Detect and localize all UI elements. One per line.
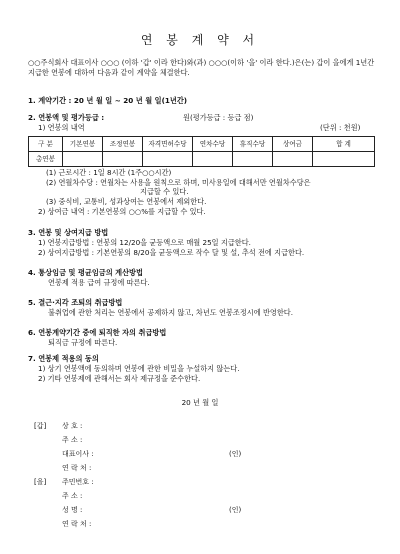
table-header: 자격면허수당 <box>143 137 193 152</box>
table-cell <box>273 152 313 167</box>
salary-table <box>28 136 375 167</box>
section-3-line: 1) 연봉지급방법 : 연봉의 12/20을 균등액으로 매월 25일 지급한다. <box>38 238 251 247</box>
section-3-heading: 3. 연봉 및 상여지급 방법 <box>28 228 109 237</box>
table-header: 상여금 <box>273 137 313 152</box>
table-header: 연차수당 <box>193 137 233 152</box>
unit-label: (단위 : 천원) <box>320 123 361 132</box>
table-header: 합 계 <box>313 137 375 152</box>
table-cell <box>103 152 143 167</box>
party-a-seal: (인) <box>229 450 242 458</box>
note-line: 2) 상여금 내역 : 기본연봉의 ○○%를 지급할 수 있다. <box>38 207 206 216</box>
page-title: 연 봉 계 약 서 <box>140 33 260 47</box>
party-a-field: 상 호 : <box>62 422 83 430</box>
section-7-line: 1) 상기 연봉액에 동의하며 연봉에 관한 비밀을 누설하지 않는다. <box>38 364 240 373</box>
party-a-field: 주 소 : <box>62 436 83 444</box>
section-6-line: 퇴직금 규정에 따른다. <box>48 338 118 347</box>
section-4-heading: 4. 통상임금 및 평균임금의 계산방법 <box>28 268 143 277</box>
table-header: 기본연봉 <box>63 137 103 152</box>
note-line: (1) 근로시간 : 1일 8시간 (1주○○시간) <box>46 168 172 177</box>
table-cell <box>233 152 273 167</box>
intro-paragraph: ○○주식회사 대표이사 ○○○ (이하 '갑' 이라 한다)와(과) ○○○(이하 '을' 이라 한다.)은(는) 갑이 을에게 1년간 지급한 연봉에 대하여 다음과 같이 계약을 체결한다. <box>28 58 375 78</box>
party-b-field: 주민번호 : <box>62 478 94 486</box>
section-4-line: 연봉제 적용 급여 규정에 따른다. <box>48 278 150 287</box>
table-header-row <box>29 137 375 152</box>
section-6-heading: 6. 연봉계약기간 중에 퇴직한 자의 취급방법 <box>28 328 167 337</box>
section-2-amount: 원(평가등급 : 등급 점) <box>183 113 254 122</box>
table-row <box>29 152 375 167</box>
section-3-line: 2) 상여지급방법 : 기본연봉의 8/20을 균등액으로 작수 달 및 설, 추석 전에 지급한다. <box>38 248 305 257</box>
section-5-heading: 5. 결근·지각 조퇴의 취급방법 <box>28 298 123 307</box>
party-b-seal: (인) <box>229 506 242 514</box>
table-cell: 총연봉 <box>29 152 63 167</box>
party-a-label: [갑] <box>34 422 47 430</box>
table-header: 휴직수당 <box>233 137 273 152</box>
party-a-field: 연 락 처 : <box>62 464 92 472</box>
section-7-heading: 7. 연봉제 적용의 동의 <box>28 354 99 363</box>
party-a-field: 대표이사 : <box>62 450 94 458</box>
section-1-contract-period: 1. 계약기간 : 20 년 월 일 ~ 20 년 월 일(1년간) <box>28 96 188 105</box>
note-line: (2) 연월차수당 : 연월차는 사용을 원칙으로 하며, 미사용일에 대해서만 연월차수당은 <box>46 178 311 187</box>
table-cell <box>63 152 103 167</box>
section-7-line: 2) 기타 연봉제에 관해서는 회사 제규정을 준수한다. <box>38 374 201 383</box>
party-b-label: [을] <box>34 478 47 486</box>
table-cell <box>193 152 233 167</box>
party-b-field: 성 명 : <box>62 506 83 514</box>
note-line: (3) 중식비, 교통비, 성과상여는 연봉에서 제외한다. <box>46 197 207 206</box>
party-b-field: 주 소 : <box>62 492 83 500</box>
salary-breakdown-label: 1) 연봉의 내역 <box>38 123 85 132</box>
table-cell <box>143 152 193 167</box>
signing-date: 20 년 월 일 <box>181 398 219 407</box>
section-5-line: 불취업에 관한 처리는 연봉에서 공제하지 않고, 차년도 연봉조정시에 반영한다. <box>48 308 294 317</box>
table-header: 구 분 <box>29 137 63 152</box>
table-cell <box>313 152 375 167</box>
table-header: 조정연봉 <box>103 137 143 152</box>
section-2-heading: 2. 연봉액 및 평가등급 : <box>28 113 105 122</box>
note-line: 지급할 수 있다. <box>140 187 189 196</box>
party-b-field: 연 락 처 : <box>62 520 92 528</box>
